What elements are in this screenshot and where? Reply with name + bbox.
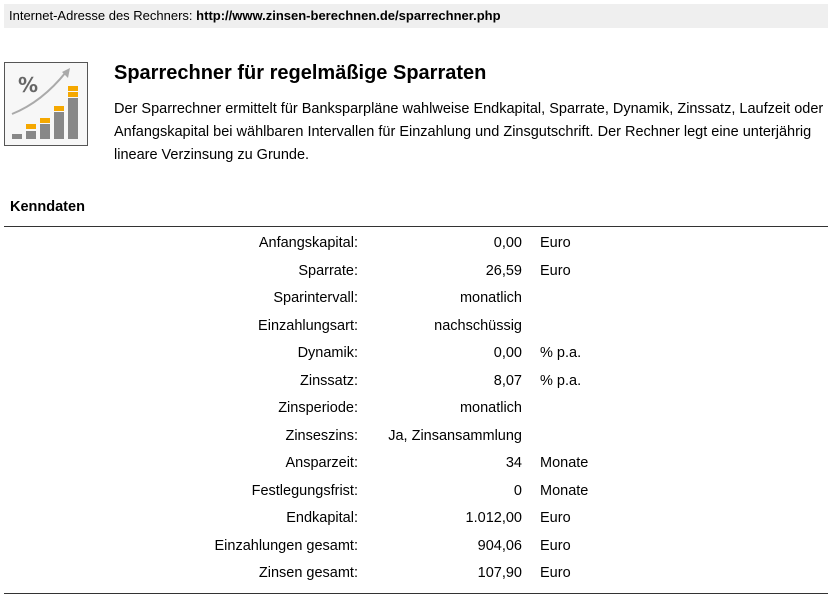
row-label: Zinssatz: <box>299 372 358 389</box>
result-row-sparintervall <box>0 285 832 313</box>
row-value: monatlich <box>459 400 522 416</box>
row-value: 0,00 <box>493 345 522 361</box>
row-label: Einzahlungsart: <box>258 317 358 334</box>
row-label: Dynamik: <box>297 345 358 361</box>
result-row-festlegungsfrist <box>0 478 832 506</box>
svg-text:%: % <box>18 73 39 97</box>
result-row-zinssatz <box>0 368 832 396</box>
row-label: Zinsperiode: <box>278 400 358 416</box>
row-label: Anfangskapital: <box>258 235 358 251</box>
row-unit: Monate <box>540 455 589 471</box>
row-value: 107,90 <box>477 565 522 581</box>
row-value: Ja, Zinsansammlung <box>388 427 522 444</box>
row-unit: Euro <box>540 235 571 251</box>
row-label: Ansparzeit: <box>285 455 358 471</box>
percent-growth-chart-icon <box>4 62 88 146</box>
result-row-endkapital <box>0 505 832 533</box>
result-row-anfangskapital <box>0 230 832 258</box>
row-value: monatlich <box>459 290 522 306</box>
result-row-ansparzeit <box>0 450 832 478</box>
results-table <box>0 230 832 588</box>
row-unit: % p.a. <box>540 372 582 389</box>
row-value: 26,59 <box>485 262 522 279</box>
row-value: 1.012,00 <box>465 510 522 526</box>
row-value: 34 <box>505 455 522 471</box>
row-unit: Euro <box>540 262 571 279</box>
result-row-zinsperiode <box>0 395 832 423</box>
row-label: Sparrate: <box>298 262 358 279</box>
row-label: Sparintervall: <box>273 290 358 306</box>
row-label: Endkapital: <box>286 510 358 526</box>
divider <box>4 593 828 594</box>
result-row-zinsen-gesamt <box>0 560 832 588</box>
address-bar <box>4 4 828 28</box>
row-unit: Euro <box>540 537 571 554</box>
row-label: Festlegungsfrist: <box>251 482 358 499</box>
row-unit: Monate <box>540 482 589 499</box>
result-row-sparrate <box>0 258 832 286</box>
row-value: 0 <box>513 482 522 499</box>
row-unit: Euro <box>540 565 571 581</box>
row-value: 8,07 <box>493 372 522 389</box>
row-value: 904,06 <box>477 537 522 554</box>
divider <box>4 226 828 227</box>
result-row-dynamik <box>0 340 832 368</box>
page-title: Sparrechner für regelmäßige Sparraten <box>114 62 487 84</box>
result-row-zinseszins <box>0 423 832 451</box>
row-label: Zinseszins: <box>285 427 358 444</box>
section-title: Kenndaten <box>10 199 85 215</box>
page-description: Der Sparrechner ermittelt für Banksparpläne wahlweise Endkapital, Sparrate, Dynamik, Zinssatz, Laufzeit oder Anfangskapital bei wählbaren Intervallen für Einzahlung und Zinsgutschrift. Der Rechner legt eine unterjährig lineare Verzinsung zu Grunde. <box>114 101 824 163</box>
row-value: 0,00 <box>493 235 522 251</box>
row-label: Einzahlungen gesamt: <box>214 537 358 554</box>
row-value: nachschüssig <box>434 317 522 334</box>
address-url[interactable]: http://www.zinsen-berechnen.de/sparrechner.php <box>196 8 501 23</box>
row-unit: Euro <box>540 510 571 526</box>
address-label: Internet-Adresse des Rechners: <box>9 8 193 23</box>
row-unit: % p.a. <box>540 345 582 361</box>
result-row-einzahlungsart <box>0 313 832 341</box>
result-row-einzahlungen-gesamt <box>0 533 832 561</box>
row-label: Zinsen gesamt: <box>258 565 358 581</box>
